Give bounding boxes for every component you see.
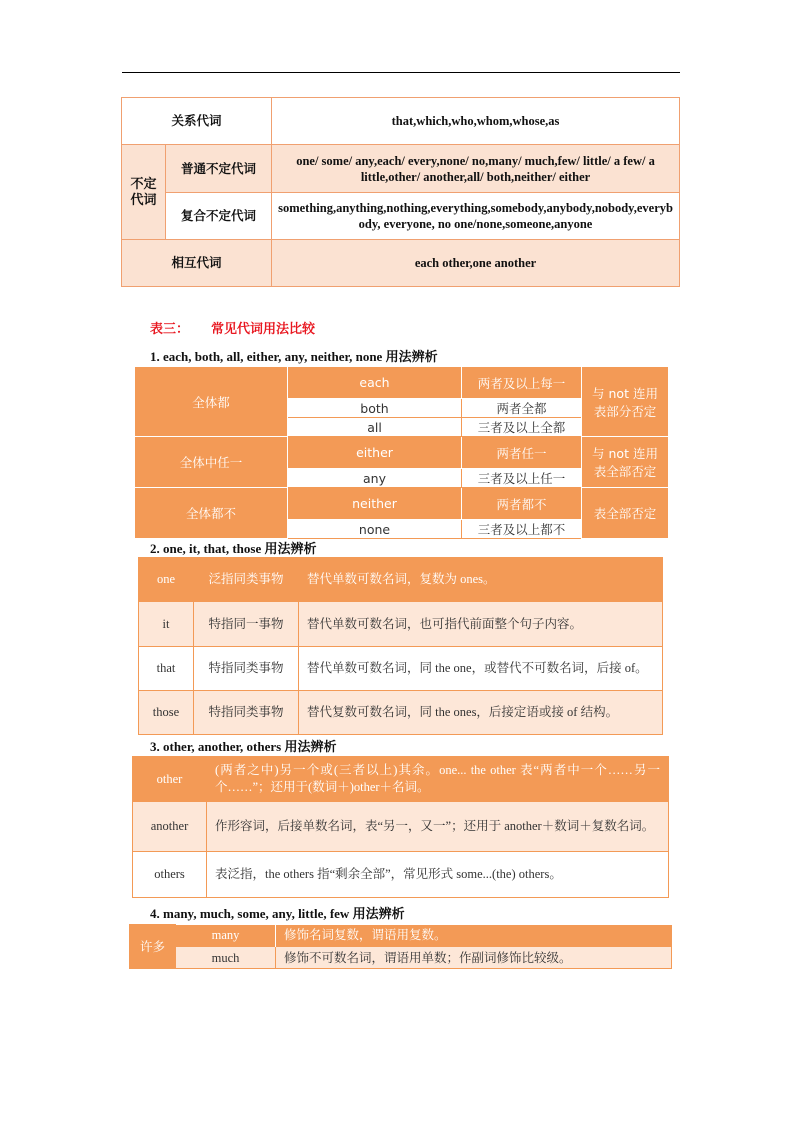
section1-heading: 1. each, both, all, either, any, neither, none 用法辨析 [150, 349, 438, 364]
header-rule [122, 72, 680, 73]
table3-label: 表三： [150, 321, 190, 336]
group-label: 全体都 [135, 367, 288, 437]
indefinite-pronoun-group: 不定 代词 [122, 145, 166, 240]
word-cell: another [133, 802, 207, 852]
pronoun-meaning: 两者都不 [462, 488, 582, 520]
sense-cell: 泛指同类事物 [194, 558, 299, 602]
pronoun-word: neither [288, 488, 462, 520]
relative-pronoun-label: 关系代词 [122, 98, 272, 145]
one-it-that-those-table [138, 557, 663, 735]
section2-heading: 2. one, it, that, those 用法辨析 [150, 541, 317, 556]
usage-cell: 替代单数可数名词，同 the one，或替代不可数名词，后接 of。 [299, 647, 663, 691]
usage-cell: 作形容词，后接单数名词，表“另一，又一”；还用于 another＋数词＋复数名词。 [207, 802, 669, 852]
word-cell: those [139, 691, 194, 735]
pronoun-meaning: 三者及以上任一 [462, 469, 582, 488]
pronoun-word: both [288, 399, 462, 418]
reciprocal-pronoun-content: each other,one another [272, 240, 680, 287]
common-indefinite-content: one/ some/ any,each/ every,none/ no,many/ much,few/ little/ a few/ a little,other/ another,all/ both,neither/ either [272, 145, 680, 193]
group-note: 与 not 连用表全部否定 [582, 437, 669, 488]
usage-cell: 修饰名词复数，谓语用复数。 [276, 925, 672, 947]
sense-cell: 特指同一事物 [194, 602, 299, 647]
usage-cell: 修饰不可数名词，谓语用单数；作副词修饰比较级。 [276, 947, 672, 969]
other-another-others-table [132, 756, 669, 898]
compound-indefinite-content: something,anything,nothing,everything,somebody,anybody,nobody,everybody, everyone, no one/none,someone,anyone [272, 193, 680, 240]
pronoun-word: any [288, 469, 462, 488]
usage-cell: (两者之中)另一个或(三者以上)其余。one... the other 表“两者中一个……另一个……”；还用于(数词＋)other＋名词。 [207, 757, 669, 802]
word-cell: many [176, 925, 276, 947]
common-indefinite-label: 普通不定代词 [166, 145, 272, 193]
pronoun-meaning: 三者及以上都不 [462, 520, 582, 539]
pronoun-word: none [288, 520, 462, 539]
section3-heading: 3. other, another, others 用法辨析 [150, 739, 337, 754]
word-cell: others [133, 852, 207, 898]
usage-cell: 替代复数可数名词，同 the ones，后接定语或接 of 结构。 [299, 691, 663, 735]
relative-pronoun-content: that,which,who,whom,whose,as [272, 98, 680, 145]
table3-text: 常见代词用法比较 [211, 321, 316, 336]
table3-title [150, 318, 315, 337]
pronoun-word: each [288, 367, 462, 399]
group-label: 全体中任一 [135, 437, 288, 488]
sense-cell: 特指同类事物 [194, 647, 299, 691]
group-label: 全体都不 [135, 488, 288, 539]
each-both-all-table [134, 366, 669, 539]
pronoun-word: all [288, 418, 462, 437]
compound-indefinite-label: 复合不定代词 [166, 193, 272, 240]
pronoun-meaning: 两者任一 [462, 437, 582, 469]
reciprocal-pronoun-label: 相互代词 [122, 240, 272, 287]
group-label: 许多 [130, 925, 176, 969]
word-cell: one [139, 558, 194, 602]
pronoun-category-table [121, 97, 680, 287]
usage-cell: 替代单数可数名词，复数为 ones。 [299, 558, 663, 602]
word-cell: it [139, 602, 194, 647]
usage-cell: 替代单数可数名词，也可指代前面整个句子内容。 [299, 602, 663, 647]
word-cell: much [176, 947, 276, 969]
pronoun-meaning: 三者及以上全都 [462, 418, 582, 437]
pronoun-meaning: 两者及以上每一 [462, 367, 582, 399]
sense-cell: 特指同类事物 [194, 691, 299, 735]
group-note: 表全部否定 [582, 488, 669, 539]
many-much-table [129, 924, 672, 969]
pronoun-meaning: 两者全都 [462, 399, 582, 418]
group-note: 与 not 连用表部分否定 [582, 367, 669, 437]
word-cell: other [133, 757, 207, 802]
word-cell: that [139, 647, 194, 691]
section4-heading: 4. many, much, some, any, little, few 用法辨析 [150, 906, 405, 921]
usage-cell: 表泛指，the others 指“剩余全部”，常见形式 some...(the) others。 [207, 852, 669, 898]
pronoun-word: either [288, 437, 462, 469]
